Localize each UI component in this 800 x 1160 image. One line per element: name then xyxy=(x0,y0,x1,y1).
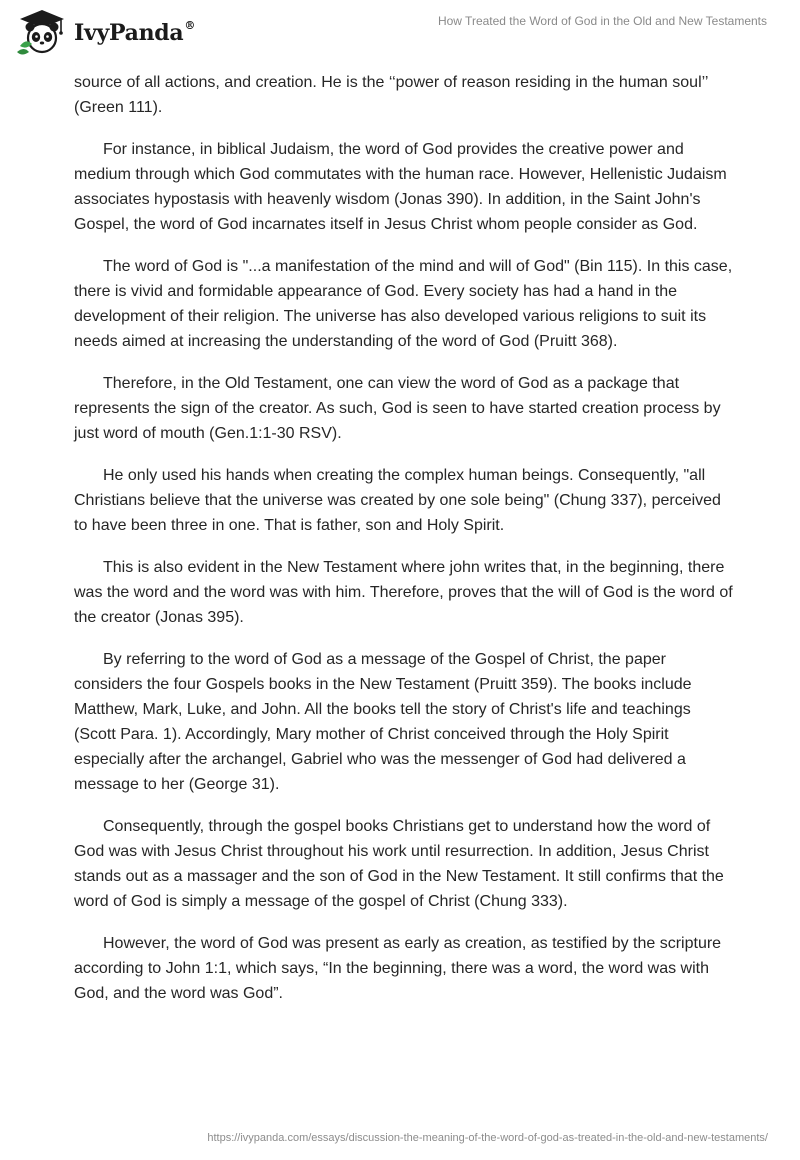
ivypanda-logo[interactable] xyxy=(14,8,195,56)
paragraph: By referring to the word of God as a message of the Gospel of Christ, the paper considers the four Gospels books in the New Testament (Pruitt 359). The books include Matthew, Mark, Luke, and John. All the books tell the story of Christ's life and teachings (Scott Para. 1). Accordingly, Mary mother of Christ conceived through the Holy Spirit especially after the archangel, Gabriel who was the messenger of God had delivered a message to her (George 31). xyxy=(74,651,692,793)
paragraph: Therefore, in the Old Testament, one can view the word of God as a package that represents the sign of the creator. As such, God is seen to have started creation process by just word of mouth (Gen.1:1-30 RSV). xyxy=(74,375,721,442)
panda-graduate-icon xyxy=(14,8,70,56)
paragraph: He only used his hands when creating the complex human beings. Consequently, "all Christians believe that the universe was created by one sole being" (Chung 337), perceived to have been three in one. That is father, son and Holy Spirit. xyxy=(74,467,721,534)
brand-name: IvyPanda® xyxy=(74,18,196,46)
paragraph: For instance, in biblical Judaism, the word of God provides the creative power and medium through which God commutates with the human race. However, Hellenistic Judaism associates hypostasis with heavenly wisdom (Jonas 390). In addition, in the Saint John's Gospel, the word of God incarnates itself in Jesus Christ whom people consider as God. xyxy=(74,141,727,233)
document-title: How Treated the Word of God in the Old and New Testaments xyxy=(437,14,767,28)
paragraph: Consequently, through the gospel books Christians get to understand how the word of God was with Jesus Christ throughout his work until resurrection. In addition, Jesus Christ stands out as a massager and the son of God in the New Testament. It still confirms that the word of God is simply a message of the gospel of Christ (Chung 333). xyxy=(74,818,724,910)
paragraph: The word of God is "...a manifestation of the mind and will of God" (Bin 115). In this case, there is vivid and formidable appearance of God. Every society has had a hand in the development of their religion. The universe has also developed various religions to suit its needs aimed at increasing the understanding of the word of God (Pruitt 368). xyxy=(74,258,733,350)
essay-body xyxy=(74,70,734,1023)
paragraph: However, the word of God was present as early as creation, as testified by the scripture according to John 1:1, which says, “In the beginning, there was a word, the word was with God, and the word was God”. xyxy=(74,935,722,1002)
source-url-link[interactable]: https://ivypanda.com/essays/discussion-the-meaning-of-the-word-of-god-as-treated-in-the-old-and-new-testaments/ xyxy=(207,1132,768,1144)
page-header xyxy=(0,0,800,60)
paragraph-continued: source of all actions, and creation. He is the ‘‘power of reason residing in the human soul’’ (Green 111). xyxy=(74,74,708,116)
paragraph: This is also evident in the New Testament where john writes that, in the beginning, there was the word and the word was with him. Therefore, proves that the will of God is the word of the creator (Jonas 395). xyxy=(74,559,733,626)
